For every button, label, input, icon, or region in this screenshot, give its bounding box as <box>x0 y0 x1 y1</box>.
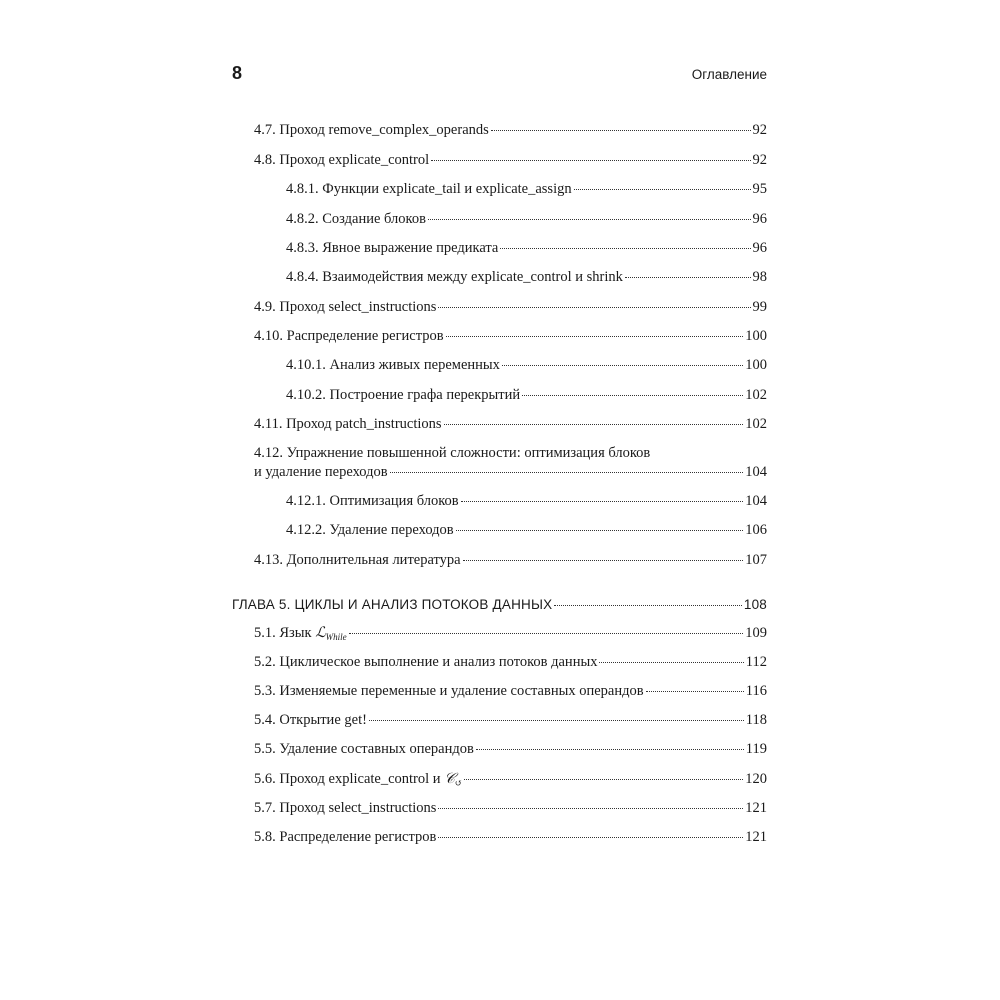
dot-leader <box>446 336 744 337</box>
dot-leader <box>390 472 744 473</box>
toc-entry <box>286 386 767 404</box>
toc-entry-title: 5.1. Язык ℒ$_{While}$ <box>254 625 347 642</box>
language-symbol: 𝒞 <box>444 771 455 787</box>
toc-entry-page: 120 <box>745 771 767 787</box>
toc-entry-title: 4.8.2. Создание блоков <box>286 211 426 227</box>
toc-entry <box>254 298 767 316</box>
toc-entry <box>286 239 767 257</box>
dot-leader <box>438 307 750 308</box>
toc-entry <box>254 551 767 569</box>
toc-entry-page: 100 <box>745 357 767 373</box>
toc-entry-page: 99 <box>752 299 767 315</box>
toc-entry <box>286 521 767 539</box>
toc-entry <box>286 268 767 286</box>
toc-entry-title: 4.9. Проход select_instructions <box>254 299 437 315</box>
running-head: Оглавление <box>691 67 767 82</box>
dot-leader <box>491 130 751 131</box>
toc-entry-title-line2: и удаление переходов <box>254 464 388 480</box>
dot-leader <box>646 691 744 692</box>
dot-leader <box>456 530 744 531</box>
toc-entry-title: 5.7. Проход select_instructions <box>254 800 437 816</box>
toc-entry <box>254 327 767 345</box>
toc-entry-page: 109 <box>745 625 767 641</box>
toc-entry-title: 4.10. Распределение регистров <box>254 328 444 344</box>
toc-entry <box>254 770 767 792</box>
dot-leader <box>349 633 744 634</box>
dot-leader <box>444 424 744 425</box>
dot-leader <box>431 160 750 161</box>
toc-entry-page: 106 <box>745 522 767 538</box>
toc-entry <box>254 799 767 817</box>
toc-entry-page: 104 <box>745 464 767 480</box>
dot-leader <box>502 365 743 366</box>
dot-leader <box>574 189 751 190</box>
toc-chapter-entry <box>232 596 767 614</box>
toc-entry-title: 5.8. Распределение регистров <box>254 829 437 845</box>
toc-entry-page: 107 <box>745 552 767 568</box>
toc-chapter-title: ГЛАВА 5. ЦИКЛЫ И АНАЛИЗ ПОТОКОВ ДАННЫХ <box>232 597 553 612</box>
toc-entry <box>254 151 767 169</box>
toc-entry-page: 102 <box>745 416 767 432</box>
toc-entry-title: 4.8.1. Функции explicate_tail и explicate_assign <box>286 181 572 197</box>
dot-leader <box>522 395 743 396</box>
toc-entry-page: 121 <box>745 829 767 845</box>
toc-entry <box>254 415 767 433</box>
toc-entry-page: 98 <box>752 269 767 285</box>
toc-entry <box>254 682 767 700</box>
toc-entry <box>254 828 767 846</box>
dot-leader <box>500 248 750 249</box>
toc-entry-title: 4.12.2. Удаление переходов <box>286 522 454 538</box>
toc-entry-title: 4.12.1. Оптимизация блоков <box>286 493 459 509</box>
toc-entry-page: 95 <box>752 181 767 197</box>
dot-leader <box>461 501 744 502</box>
toc-entry-page: 116 <box>745 683 767 699</box>
dot-leader <box>554 605 742 606</box>
dot-leader <box>369 720 744 721</box>
toc-entry-title: 4.8.3. Явное выражение предиката <box>286 240 499 256</box>
toc-entry-title-line1: 4.12. Упражнение повышенной сложности: оптимизация блоков <box>254 445 651 461</box>
toc-entry-page: 104 <box>745 493 767 509</box>
dot-leader <box>464 779 743 780</box>
dot-leader <box>428 219 751 220</box>
toc-entry <box>254 711 767 729</box>
toc-entry-page: 121 <box>745 800 767 816</box>
toc-entry-page: 119 <box>745 741 767 757</box>
page-number: 8 <box>232 63 243 83</box>
toc-entry-title: 5.5. Удаление составных операндов <box>254 741 474 757</box>
toc-entry <box>254 463 767 481</box>
dot-leader <box>463 560 744 561</box>
toc-entry <box>254 121 767 139</box>
toc-entry <box>286 180 767 198</box>
language-subscript: While <box>325 632 347 642</box>
toc-entry-page: 92 <box>752 152 767 168</box>
toc-entry <box>286 210 767 228</box>
toc-entry <box>254 653 767 671</box>
language-subscript: ↺ <box>454 778 463 788</box>
toc-entry-title: 5.4. Открытие get! <box>254 712 367 728</box>
dot-leader <box>438 808 743 809</box>
toc-entry-title: 4.13. Дополнительная литература <box>254 552 461 568</box>
toc-entry-title: 5.3. Изменяемые переменные и удаление составных операндов <box>254 683 644 699</box>
toc-entry <box>286 492 767 510</box>
toc-entry-title: 4.8.4. Взаимодействия между explicate_control и shrink <box>286 269 623 285</box>
toc-entry-page: 100 <box>745 328 767 344</box>
toc-entry-page: 118 <box>745 712 767 728</box>
toc-entry-title: 5.2. Циклическое выполнение и анализ потоков данных <box>254 654 598 670</box>
toc-entry-page: 96 <box>752 240 767 256</box>
toc-entry-title: 4.8. Проход explicate_control <box>254 152 430 168</box>
toc-entry-page: 92 <box>752 122 767 138</box>
toc-entry-title: 5.6. Проход explicate_control и 𝒞$_↺$ <box>254 771 463 788</box>
toc-entry-title: 4.10.2. Построение графа перекрытий <box>286 387 521 403</box>
toc-entry-page: 112 <box>745 654 767 670</box>
dot-leader <box>625 277 751 278</box>
toc-entry-page: 108 <box>743 597 767 612</box>
toc-entry <box>254 624 767 646</box>
toc-entry-page: 102 <box>745 387 767 403</box>
toc-entry <box>254 740 767 758</box>
toc-entry-title: 4.11. Проход patch_instructions <box>254 416 442 432</box>
dot-leader <box>476 749 744 750</box>
toc-entry-page: 96 <box>752 211 767 227</box>
toc-entry <box>286 356 767 374</box>
toc-entry-title: 4.10.1. Анализ живых переменных <box>286 357 500 373</box>
language-symbol: ℒ <box>315 625 326 641</box>
toc-entry-title: 4.7. Проход remove_complex_operands <box>254 122 489 138</box>
dot-leader <box>438 837 743 838</box>
dot-leader <box>599 662 743 663</box>
